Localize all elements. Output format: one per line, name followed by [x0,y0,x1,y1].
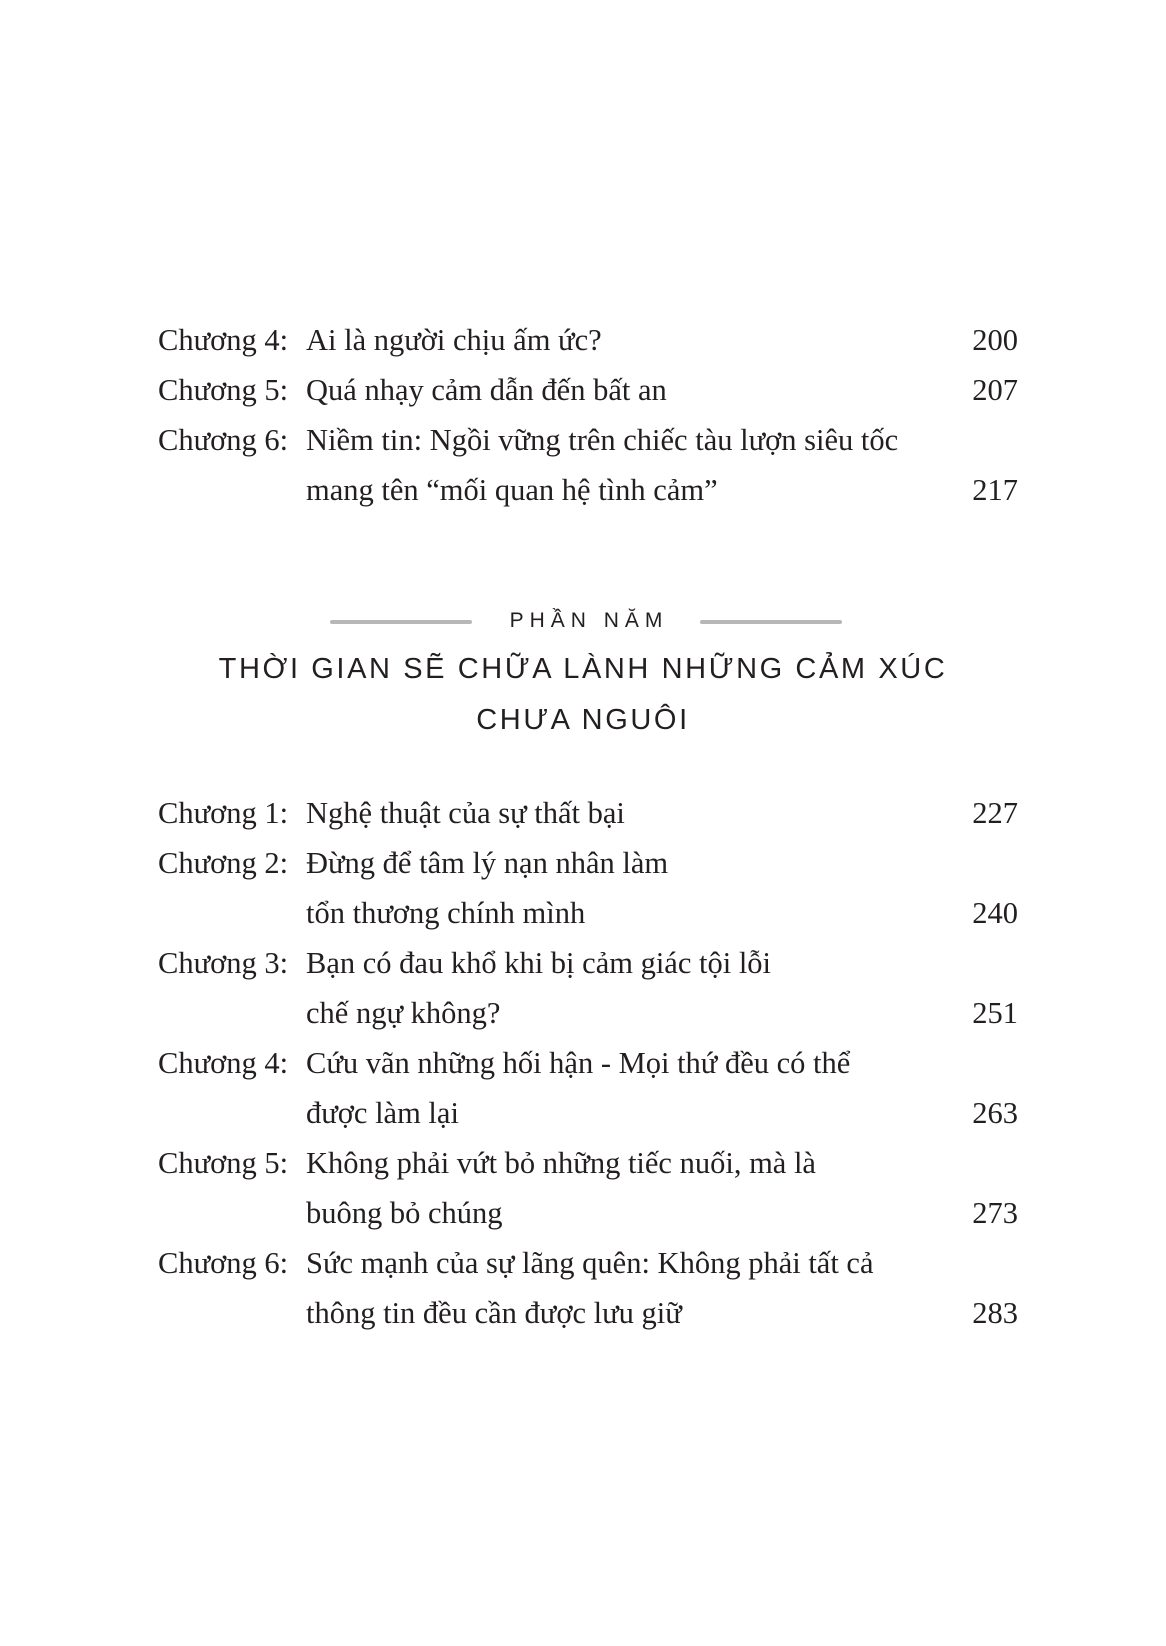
part-title [150,644,1016,746]
toc-entry[interactable] [158,788,1018,838]
toc-line [158,888,1018,938]
chapter-title: Đừng để tâm lý nạn nhân làm [306,846,669,880]
chapter-title: Quá nhạy cảm dẫn đến bất an [306,373,667,407]
toc-line [158,1288,1018,1338]
toc-line [158,1188,1018,1238]
page-number: 207 [972,373,1018,407]
chapter-title-continued: tổn thương chính mình [306,896,586,930]
toc-entry[interactable] [158,1038,1018,1138]
toc-line [158,315,1018,365]
toc-line [158,1138,1018,1188]
chapter-number: Chương 5: [158,1146,289,1180]
divider-right [700,620,842,624]
chapter-title: Ai là người chịu ấm ức? [306,323,602,357]
toc-line [158,1038,1018,1088]
toc-entry[interactable] [158,938,1018,1038]
chapter-title: Nghệ thuật của sự thất bại [306,796,625,830]
chapter-title-continued: buông bỏ chúng [306,1196,503,1230]
chapter-number: Chương 3: [158,946,289,980]
page-number: 251 [972,996,1018,1030]
divider-left [330,620,472,624]
chapter-title: Cứu vãn những hối hận - Mọi thứ đều có thể [306,1046,851,1080]
page-number: 263 [972,1096,1018,1130]
part-header [0,598,1166,644]
chapter-number: Chương 2: [158,846,289,880]
chapter-number: Chương 5: [158,373,289,407]
chapter-title-continued: thông tin đều cần được lưu giữ [306,1296,682,1330]
toc-entry[interactable] [158,838,1018,938]
page-number: 283 [972,1296,1018,1330]
toc-entry[interactable] [158,415,1018,515]
chapter-title: Không phải vứt bỏ những tiếc nuối, mà là [306,1146,816,1180]
toc-entry[interactable] [158,1138,1018,1238]
chapter-number: Chương 6: [158,1246,289,1280]
chapter-number: Chương 4: [158,323,289,357]
toc-line [158,838,1018,888]
page-number: 217 [972,473,1018,507]
toc-line [158,788,1018,838]
chapter-title-continued: mang tên “mối quan hệ tình cảm” [306,473,718,507]
part-title-line: THỜI GIAN SẼ CHỮA LÀNH NHỮNG CẢM XÚC [218,653,948,685]
part-label: PHẦN NĂM [509,609,669,632]
toc-line [158,365,1018,415]
page-number: 227 [972,796,1018,830]
toc-line [158,938,1018,988]
toc-line [158,1238,1018,1288]
chapter-number: Chương 1: [158,796,289,830]
toc-line [158,988,1018,1038]
chapter-title-continued: chế ngự không? [306,996,501,1030]
toc-entry[interactable] [158,1238,1018,1338]
toc-line [158,1088,1018,1138]
chapter-number: Chương 4: [158,1046,289,1080]
chapter-title: Sức mạnh của sự lãng quên: Không phải tất cả [306,1246,874,1280]
page-number: 273 [972,1196,1018,1230]
chapter-title: Bạn có đau khổ khi bị cảm giác tội lỗi [306,946,772,980]
toc-entry[interactable] [158,365,1018,415]
toc-line [158,465,1018,515]
chapter-title: Niềm tin: Ngồi vững trên chiếc tàu lượn siêu tốc [306,423,899,457]
toc-entry[interactable] [158,315,1018,365]
toc-list-part-five [158,788,1018,1338]
part-title-line: CHƯA NGUÔI [476,704,690,736]
toc-line [158,415,1018,465]
chapter-number: Chương 6: [158,423,289,457]
chapter-title-continued: được làm lại [306,1096,459,1130]
page-number: 240 [972,896,1018,930]
page-number: 200 [972,323,1018,357]
toc-list-part-four [158,315,1018,515]
